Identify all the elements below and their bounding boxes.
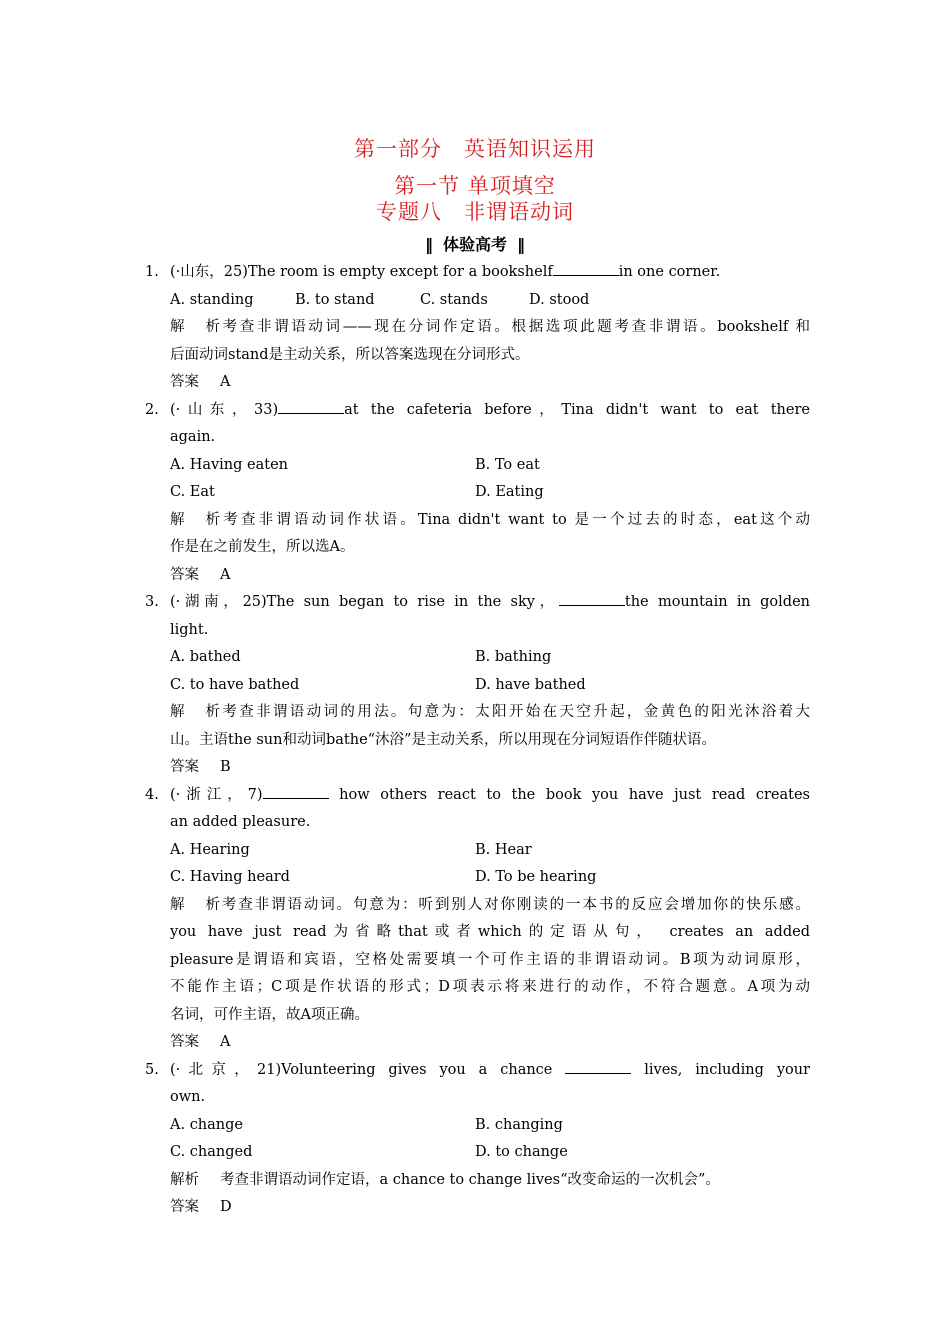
answer-blank — [565, 1059, 631, 1074]
option-b: B. To eat — [475, 456, 540, 473]
answer-blank — [263, 784, 329, 799]
answer-label: 答案 — [170, 566, 199, 583]
question-stem — [145, 589, 810, 617]
section-title: 第一节 单项填空 — [394, 174, 556, 198]
answer-line — [145, 369, 810, 397]
analysis-line: pleasure是谓语和宾语，空格处需要填一个可作主语的非谓语动词。B项为动词原形， — [170, 951, 810, 968]
question-number: 3. — [145, 594, 159, 610]
analysis-line — [145, 314, 810, 342]
stem-text: at the cafeteria before，Tina didn't want to eat there — [344, 401, 810, 418]
analysis-line — [145, 699, 810, 727]
answer-line — [145, 754, 810, 782]
stem-text: (·浙江，7) — [170, 786, 263, 803]
analysis-line: 作是在之前发生，所以选A。 — [170, 539, 355, 555]
options-row — [145, 1112, 810, 1140]
answer-label: 答案 — [170, 759, 199, 775]
option-b: B. to stand — [295, 291, 375, 308]
answer-value: B — [220, 759, 231, 775]
subheading — [0, 234, 950, 256]
options-row — [145, 287, 810, 315]
analysis-label: 解析 — [170, 511, 220, 528]
analysis-label: 解析 — [170, 704, 220, 720]
stem-continuation: light. — [170, 621, 209, 638]
analysis-line — [145, 507, 810, 535]
analysis-label: 解析 — [170, 319, 220, 335]
stem-text: (·山东，33) — [170, 401, 279, 418]
option-b: B. changing — [475, 1116, 563, 1133]
answer-line — [145, 1194, 810, 1222]
topic-title: 专题八 非谓语动词 — [376, 200, 574, 224]
question-number: 2. — [145, 401, 159, 418]
answer-line — [145, 562, 810, 590]
stem-continuation: an added pleasure. — [170, 814, 311, 830]
subheading-text: 体验高考 — [442, 235, 507, 254]
option-d: D. have bathed — [475, 676, 586, 693]
question-stem — [145, 782, 810, 810]
options-row — [145, 479, 810, 507]
analysis-line: 山。主语the sun和动词bathe“沐浴”是主动关系，所以用现在分词短语作伴随状语。 — [170, 731, 716, 748]
option-a: A. Having eaten — [170, 456, 289, 473]
answer-blank — [278, 399, 344, 414]
option-d: D. To be hearing — [475, 869, 597, 885]
option-b: B. bathing — [475, 649, 552, 665]
answer-label: 答案 — [170, 1034, 199, 1050]
options-row — [145, 864, 810, 892]
options-row — [145, 672, 810, 700]
stem-text: (·北京，21)Volunteering gives you a chance — [170, 1061, 566, 1078]
analysis-line: 不能作主语；C项是作状语的形式；D项表示将来进行的动作，不符合题意。A项为动 — [170, 979, 810, 995]
option-d: D. stood — [529, 291, 590, 308]
analysis-line: 名词，可作主语，故A项正确。 — [170, 1006, 369, 1023]
stem-text: lives, including your — [631, 1061, 811, 1078]
option-c: C. Eat — [170, 484, 215, 500]
option-a: A. change — [170, 1116, 243, 1133]
answer-value: A — [220, 374, 231, 390]
options-row — [145, 837, 810, 865]
stem-text: (·湖南，25)The sun began to rise in the sky， — [170, 594, 559, 610]
option-d: D. Eating — [475, 484, 544, 500]
question-number: 1. — [145, 264, 159, 280]
bar-left: ‖ — [424, 235, 433, 254]
options-row — [145, 644, 810, 672]
stem-text: in one corner. — [618, 264, 721, 280]
answer-blank — [553, 261, 619, 276]
analysis-text: 考查非谓语动词的用法。句意为：太阳开始在天空升起，金黄色的阳光沐浴着大 — [220, 704, 810, 720]
analysis-label: 解析 — [170, 896, 220, 913]
analysis-line — [145, 892, 810, 920]
stem-text: the mountain in golden — [624, 594, 810, 610]
stem-text: how others react to the book you have just read creates — [328, 786, 810, 803]
answer-label: 答案 — [170, 1199, 199, 1215]
question-number: 5. — [145, 1061, 159, 1078]
answer-value: A — [220, 566, 231, 583]
question-stem — [145, 397, 810, 425]
part-title: 第一部分 英语知识运用 — [354, 137, 596, 161]
option-a: A. Hearing — [170, 841, 250, 858]
bar-right: ‖ — [517, 235, 525, 254]
stem-continuation: again. — [170, 429, 216, 445]
stem-continuation: own. — [170, 1089, 206, 1105]
analysis-line — [145, 1167, 810, 1195]
option-a: A. standing — [170, 291, 254, 308]
answer-blank — [559, 591, 625, 606]
answer-value: A — [220, 1034, 231, 1050]
question-stem — [145, 1057, 810, 1085]
analysis-text: 考查非谓语动词作状语。Tina didn't want to 是一个过去的时态，eat这个动 — [220, 511, 810, 528]
options-row — [145, 1139, 810, 1167]
question-number: 4. — [145, 786, 159, 803]
option-c: C. changed — [170, 1144, 253, 1160]
question-list — [145, 259, 810, 1222]
answer-value: D — [220, 1199, 232, 1215]
analysis-line: 后面动词stand是主动关系，所以答案选现在分词形式。 — [170, 346, 530, 363]
answer-line — [145, 1029, 810, 1057]
option-a: A. bathed — [170, 649, 241, 665]
stem-text: (·山东，25)The room is empty except for a bookshelf — [170, 264, 553, 280]
option-c: C. Having heard — [170, 869, 290, 885]
analysis-text: 考查非谓语动词。句意为：听到别人对你刚读的一本书的反应会增加你的快乐感。 — [220, 896, 810, 913]
option-c: C. stands — [420, 291, 488, 308]
analysis-text: 考查非谓语动词作定语，a chance to change lives“改变命运的一次机会”。 — [220, 1171, 720, 1188]
question-stem — [145, 259, 810, 287]
answer-label: 答案 — [170, 374, 199, 390]
analysis-line: you have just read为省略that或者which的定语从句， creates an added — [170, 924, 810, 940]
analysis-label: 解析 — [170, 1171, 199, 1188]
analysis-text: 考查非谓语动词——现在分词作定语。根据选项此题考查非谓语。bookshelf 和 — [220, 319, 810, 335]
option-d: D. to change — [475, 1144, 568, 1160]
option-b: B. Hear — [475, 841, 532, 858]
option-c: C. to have bathed — [170, 676, 300, 693]
options-row — [145, 452, 810, 480]
